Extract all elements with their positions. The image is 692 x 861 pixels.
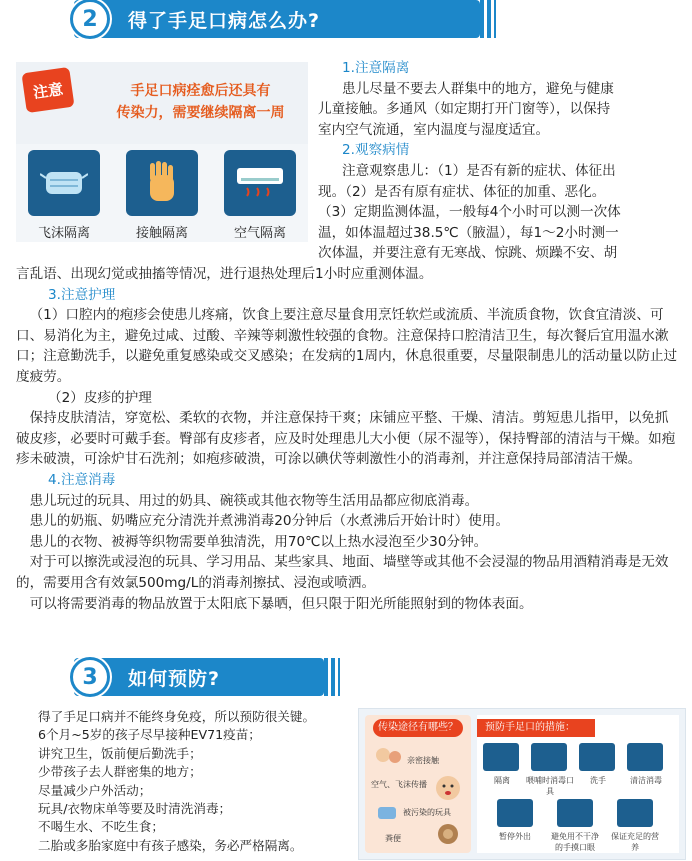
heading-observe: 2.观察病情 xyxy=(342,142,410,159)
sneezing-child-icon xyxy=(431,773,465,803)
label-handwash: 洗手 xyxy=(590,776,606,785)
para-isolation-line: 儿童接触。多通风（如定期打开门窗等），以保持 xyxy=(318,101,611,118)
prevention-list xyxy=(38,708,356,855)
stay-home-icon xyxy=(497,799,533,827)
section-2-banner xyxy=(74,0,480,38)
list-item: 讲究卫生，饭前便后勤洗手； xyxy=(38,745,202,761)
para-disinfect-3: 患儿的衣物、被褥等织物需要单独清洗，用70℃以上热水浸泡至少30分钟。 xyxy=(29,533,488,550)
prevention-panel xyxy=(477,715,679,853)
list-item: 得了手足口病并不能终身免疫，所以预防很关键。 xyxy=(38,709,316,724)
transmission-panel xyxy=(365,715,471,853)
para-isolation-line: 患儿尽量不要去人群集中的地方，避免与健康 xyxy=(342,80,614,97)
tile-label-droplet: 飞沫隔离 xyxy=(37,226,90,241)
tile-label-air: 空气隔离 xyxy=(233,226,286,241)
hand-icon xyxy=(126,150,198,216)
label-stay-home: 暂停外出 xyxy=(499,832,531,841)
label-no-touch-face: 避免用不干净的手摸口眼 xyxy=(551,832,599,852)
isolation-tip: 手足口病痊愈后还具有 传染力，需要继续隔离一周 xyxy=(116,83,285,121)
handwash-icon xyxy=(579,743,615,771)
para-oral-care: （1）口腔内的疱疹会使患儿疼痛，饮食上要注意尽量食用烹饪软烂或流质、半流质食物，饮食宜清淡、可口、易消化为主，避免过咸、过酸、辛辣等刺激性较强的食物。注意保持口腔清洁卫生，每次餐后宜用温水漱口；注意勤洗手，以避免重复感染或交叉感染；在发病的1周内，休息很重要，尽量限制患儿的活动量以防止过度疲劳。 xyxy=(16,307,678,385)
list-item: 尽量减少户外活动； xyxy=(38,782,152,798)
para-observe-line: 温，如体温超过38.5℃（腋温），每1～2小时测一 xyxy=(318,224,619,241)
nutrition-icon xyxy=(617,799,653,827)
list-item: 玩具/衣物床单等要及时清洗消毒； xyxy=(38,801,232,817)
para-disinfect-5: 可以将需要消毒的物品放置于太阳底下暴晒，但只限于阳光所能照射到的物体表面。 xyxy=(29,595,533,612)
banner-stripes xyxy=(480,0,496,38)
no-touch-face-icon xyxy=(557,799,593,827)
toy-icon xyxy=(375,801,399,823)
section-number: 2 xyxy=(70,0,110,39)
snail-icon xyxy=(433,819,463,849)
close-contact-icon xyxy=(373,745,403,771)
label-toys: 被污染的玩具 xyxy=(403,808,451,817)
section-2-side-text xyxy=(318,58,680,264)
transmission-title: 传染途径有哪些？ xyxy=(373,719,463,737)
para-disinfect-1: 患儿玩过的玩具、用过的奶具、碗筷或其他衣物等生活用品都应彻底消毒。 xyxy=(29,492,479,509)
section-3-banner xyxy=(74,658,324,696)
tile-label-contact: 接触隔离 xyxy=(135,226,188,241)
label-feces: 粪便 xyxy=(385,834,401,843)
para-skin-care: 保持皮肤清洁，穿宽松、柔软的衣物，并注意保持干爽；床铺应平整、干燥、清洁。剪短患儿指甲，以免抓破皮疹，必要时可戴手套。臀部有皮疹者，应及时处理患儿大小便（尿不湿等），保持臀部的清洁与干燥。如疱疹未破溃，可涂炉甘石洗剂；如疱疹破溃，可涂以碘伏等刺激性小的消毒剂，并注意保持局部清洁干燥。 xyxy=(16,410,676,468)
section-number: 3 xyxy=(70,657,110,697)
heading-care: 3.注意护理 xyxy=(48,286,116,303)
prevention-illustration xyxy=(358,708,686,860)
label-disinfect-utensils: 喂哺时消毒口具 xyxy=(526,776,574,796)
heading-isolation: 1.注意隔离 xyxy=(342,60,410,76)
label-cleaning: 清洁消毒 xyxy=(630,776,662,785)
label-nutrition: 保证充足的营养 xyxy=(611,832,659,852)
list-item: 不喝生水、不吃生食； xyxy=(38,819,164,835)
list-item: 6个月~5岁的孩子尽早接种EV71疫苗； xyxy=(38,727,261,743)
para-observe-line: 注意观察患儿：（1）是否有新的症状、体征出 xyxy=(342,162,616,179)
air-conditioner-icon xyxy=(224,150,296,216)
label-close-contact: 亲密接触 xyxy=(407,756,439,765)
disinfect-utensils-icon xyxy=(531,743,567,771)
para-disinfect-4: 对于可以擦洗或浸泡的玩具、学习用品、某些家具、地面、墙壁等或其他不会浸湿的物品用酒精消毒是无效的，需要用含有效氯500mg/L的消毒剂擦拭、浸泡或喷洒。 xyxy=(16,554,669,591)
isolation-icon xyxy=(483,743,519,771)
para-disinfect-2: 患儿的奶瓶、奶嘴应充分清洗并煮沸消毒20分钟后（水煮沸后开始计时）使用。 xyxy=(29,513,510,530)
para-observe-line: 现。（2）是否有原有症状、体征的加重、恶化。 xyxy=(318,183,606,200)
warning-badge: 注意 xyxy=(21,67,74,113)
label-airborne: 空气、飞沫传播 xyxy=(371,780,427,789)
isolation-illustration xyxy=(16,62,308,242)
para-observe-end: 言乱语、出现幻觉或抽搐等情况，进行退热处理后1小时应重测体温。 xyxy=(16,266,433,282)
para-observe-line: （3）定期监测体温，一般每4个小时可以测一次体 xyxy=(318,204,621,221)
section-title: 如何预防? xyxy=(128,667,221,690)
list-item: 少带孩子去人群密集的地方； xyxy=(38,764,202,780)
banner-stripes xyxy=(324,658,340,696)
heading-disinfect: 4.注意消毒 xyxy=(48,471,116,488)
section-title: 得了手足口病怎么办? xyxy=(128,9,321,32)
cleaning-icon xyxy=(627,743,663,771)
para-isolation-line: 室内空气流通，室内温度与湿度适宜。 xyxy=(318,121,550,138)
prevention-title: 预防手足口的措施： xyxy=(477,719,595,737)
para-observe-line: 次体温，并要注意有无寒战、惊跳、烦躁不安、胡 xyxy=(318,245,618,262)
mask-icon xyxy=(28,150,100,216)
label-isolation: 隔离 xyxy=(494,776,510,785)
list-item: 二胎或多胎家庭中有孩子感染，务必严格隔离。 xyxy=(38,837,303,853)
section-2-body xyxy=(16,264,680,614)
heading-skin-care: （2）皮疹的护理 xyxy=(48,389,152,406)
